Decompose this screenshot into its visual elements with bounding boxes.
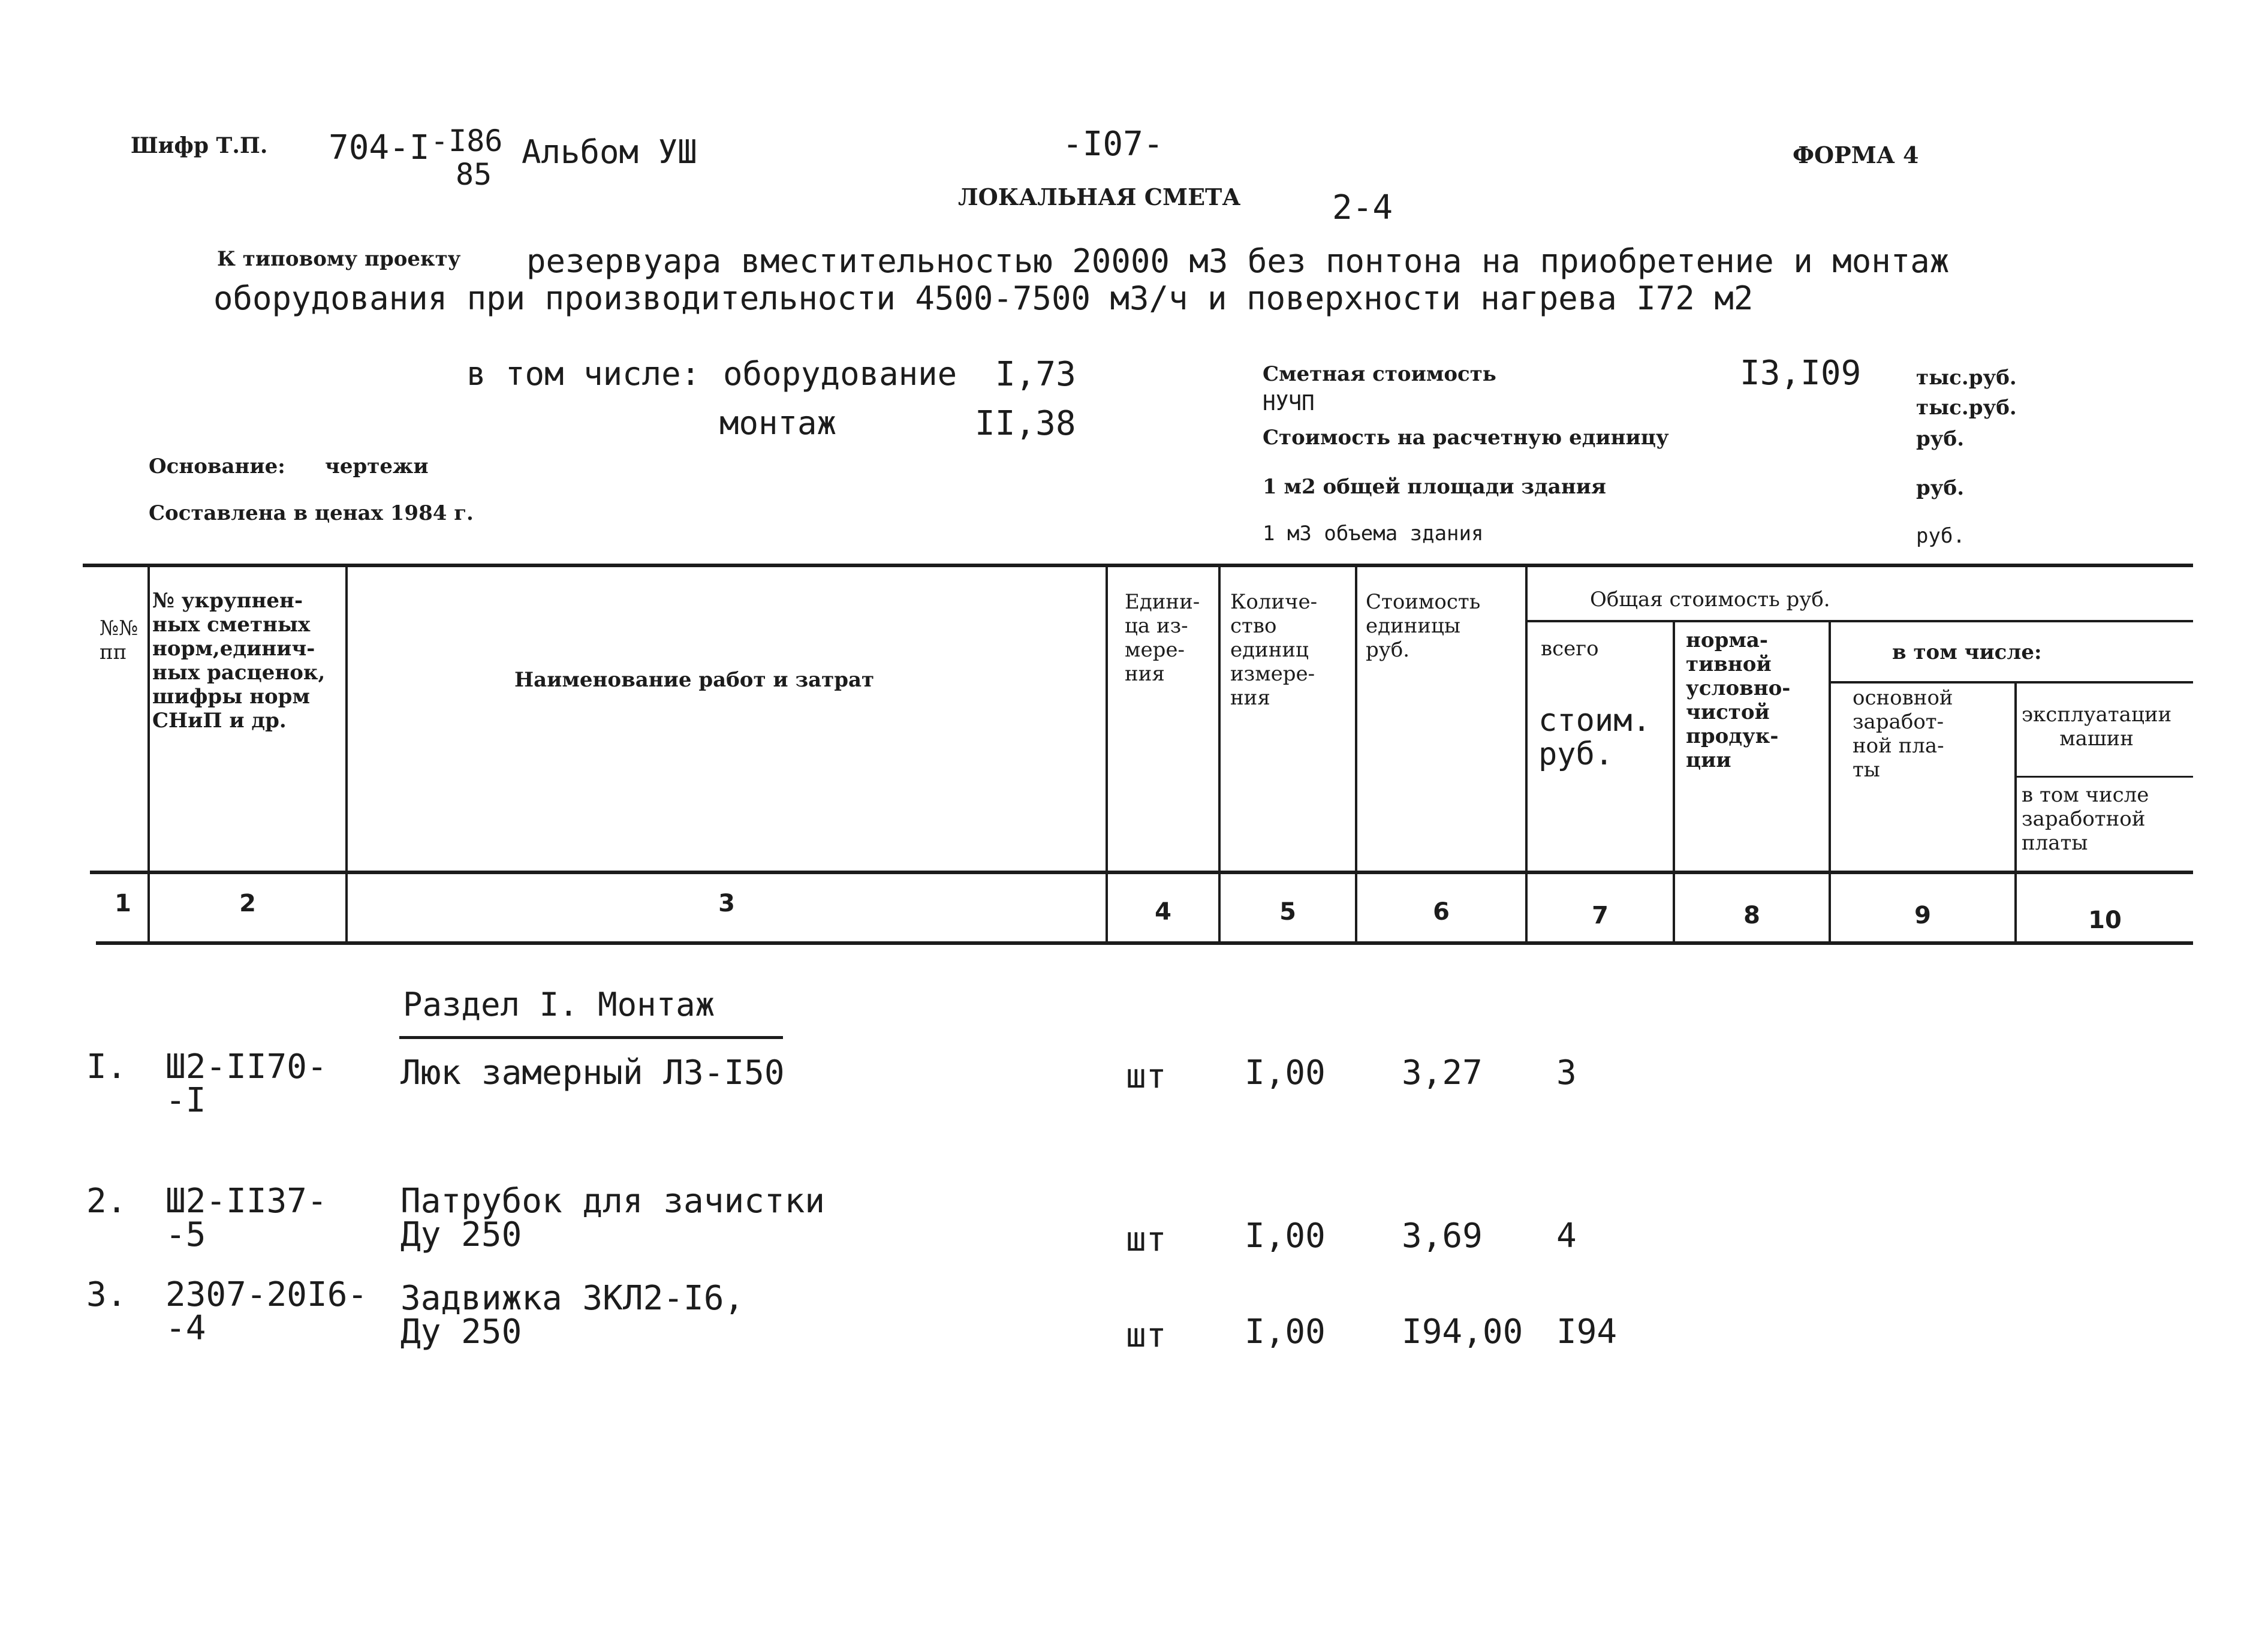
col7-extra: стоим. руб. [1538, 703, 1651, 772]
col9-header: основной заработ- ной пла- ты [1853, 686, 1953, 782]
section-underline [399, 1036, 783, 1039]
per-m2-unit: руб. [1916, 476, 1965, 500]
col-divider [1218, 565, 1221, 943]
col7-header: всего [1541, 637, 1599, 661]
col5-header: Количе- ство единиц измере- ния [1230, 590, 1318, 710]
col-number: 9 [1914, 902, 1931, 929]
equipment-label: оборудование [723, 355, 957, 393]
row-qty: I,00 [1245, 1053, 1326, 1092]
row-number: 2. [86, 1182, 127, 1221]
col-number: 4 [1155, 898, 1171, 926]
row-price: 3,27 [1402, 1053, 1483, 1092]
album-label: Альбом УШ [522, 133, 697, 171]
project-label: К типовому проекту [217, 247, 461, 271]
row-unit: шт [1126, 1057, 1167, 1096]
col-divider [1829, 621, 1831, 943]
cipher-fraction-top: -I86 [430, 124, 503, 158]
col6-header: Стоимость единицы руб. [1366, 590, 1481, 662]
row-total: 3 [1556, 1053, 1577, 1092]
col-number: 3 [718, 890, 735, 917]
row-code: 2307-20I6- -4 [165, 1275, 368, 1348]
col8-header: норма- тивной условно- чистой продук- ции [1686, 628, 1791, 772]
col3-header: Наименование работ и затрат [514, 668, 875, 692]
cipher-fraction-bottom: 85 [456, 157, 492, 192]
row-name: Задвижка ЗКЛ2-I6, Ду 250 [400, 1279, 745, 1351]
machine-sub-rule [2016, 776, 2193, 778]
total-group-header: Общая стоимость руб. [1590, 588, 1830, 612]
col-divider [1525, 565, 1528, 943]
form-label: ФОРМА 4 [1793, 141, 1919, 168]
col-number: 6 [1433, 898, 1450, 926]
col-divider [1673, 621, 1675, 943]
total-group-rule [1528, 620, 2193, 622]
col4-header: Едини- ца из- мере- ния [1125, 590, 1200, 686]
basis-value: чертежи [325, 454, 429, 478]
row-code: Ш2-II37- -5 [165, 1182, 327, 1254]
row-unit: шт [1126, 1316, 1167, 1355]
row-unit: шт [1126, 1220, 1167, 1259]
row-code: Ш2-II70- -I [165, 1047, 327, 1120]
col-divider [147, 565, 150, 943]
doc-number: 2-4 [1332, 188, 1393, 227]
cipher-label: Шифр Т.П. [131, 133, 268, 158]
installation-label: монтаж [719, 404, 837, 442]
col-number: 2 [239, 890, 256, 917]
per-m3-label: 1 м3 объема здания [1263, 522, 1484, 546]
col-divider [1106, 565, 1108, 943]
numbers-bottom-rule [96, 941, 2193, 945]
cipher-code: 704-I [329, 128, 430, 167]
row-total: 4 [1556, 1217, 1577, 1255]
doc-title: ЛОКАЛЬНАЯ СМЕТА [958, 183, 1241, 210]
row-qty: I,00 [1245, 1312, 1326, 1351]
section-title: Раздел I. Монтаж [403, 986, 715, 1023]
row-name: Люк замерный ЛЗ-I50 [400, 1053, 785, 1092]
row-total: I94 [1556, 1312, 1618, 1351]
per-m2-label: 1 м2 общей площади здания [1263, 475, 1607, 499]
row-qty: I,00 [1245, 1217, 1326, 1255]
unit-cost-label: Стоимость на расчетную единицу [1263, 426, 1669, 450]
col-number: 7 [1592, 902, 1609, 929]
row-number: I. [86, 1047, 127, 1086]
col1-header: №№ пп [100, 616, 138, 664]
row-name: Патрубок для зачистки Ду 250 [400, 1182, 826, 1254]
col10-header-top: эксплуатации машин [2022, 703, 2172, 751]
col2-header: № укрупнен- ных сметных норм,единич- ных расценок, шифры норм СНиП и др. [152, 589, 326, 733]
col-divider [1355, 565, 1357, 943]
header-bottom-rule [90, 871, 2193, 874]
estimated-cost-value: I3,I09 [1740, 354, 1862, 393]
estimated-cost-unit: тыс.руб. [1916, 366, 2017, 390]
including-label: в том числе: [466, 355, 701, 393]
nuchp-label: НУЧП [1263, 391, 1315, 415]
page-number: -I07- [1062, 125, 1164, 164]
prices-label: Составлена в ценах 1984 г. [149, 501, 474, 525]
col10-header-bottom: в том числе заработной платы [2022, 783, 2149, 855]
basis-label: Основание: [149, 454, 285, 478]
col-number: 1 [115, 890, 131, 917]
installation-value: II,38 [975, 404, 1076, 443]
project-line-1: резервуара вместительностью 20000 м3 без понтона на приобретение и монтаж [526, 242, 1950, 280]
project-line-2: оборудования при производительности 4500-7500 м3/ч и поверхности нагрева I72 м2 [213, 279, 1754, 317]
col-number: 5 [1279, 898, 1296, 926]
unit-cost-unit: руб. [1916, 427, 1965, 451]
col-divider [345, 565, 348, 943]
nuchp-unit: тыс.руб. [1916, 396, 2017, 420]
col-divider [2014, 682, 2017, 943]
equipment-value: I,73 [995, 355, 1076, 394]
col-number: 8 [1743, 902, 1760, 929]
row-price: 3,69 [1402, 1217, 1483, 1255]
estimated-cost-label: Сметная стоимость [1263, 362, 1496, 386]
row-price: I94,00 [1402, 1312, 1523, 1351]
including-group-header: в том числе: [1892, 640, 2042, 664]
row-number: 3. [86, 1275, 127, 1314]
table-top-rule [83, 564, 2193, 567]
per-m3-unit: руб. [1916, 524, 1965, 548]
including-group-rule [1830, 681, 2193, 683]
col-number: 10 [2088, 907, 2122, 934]
